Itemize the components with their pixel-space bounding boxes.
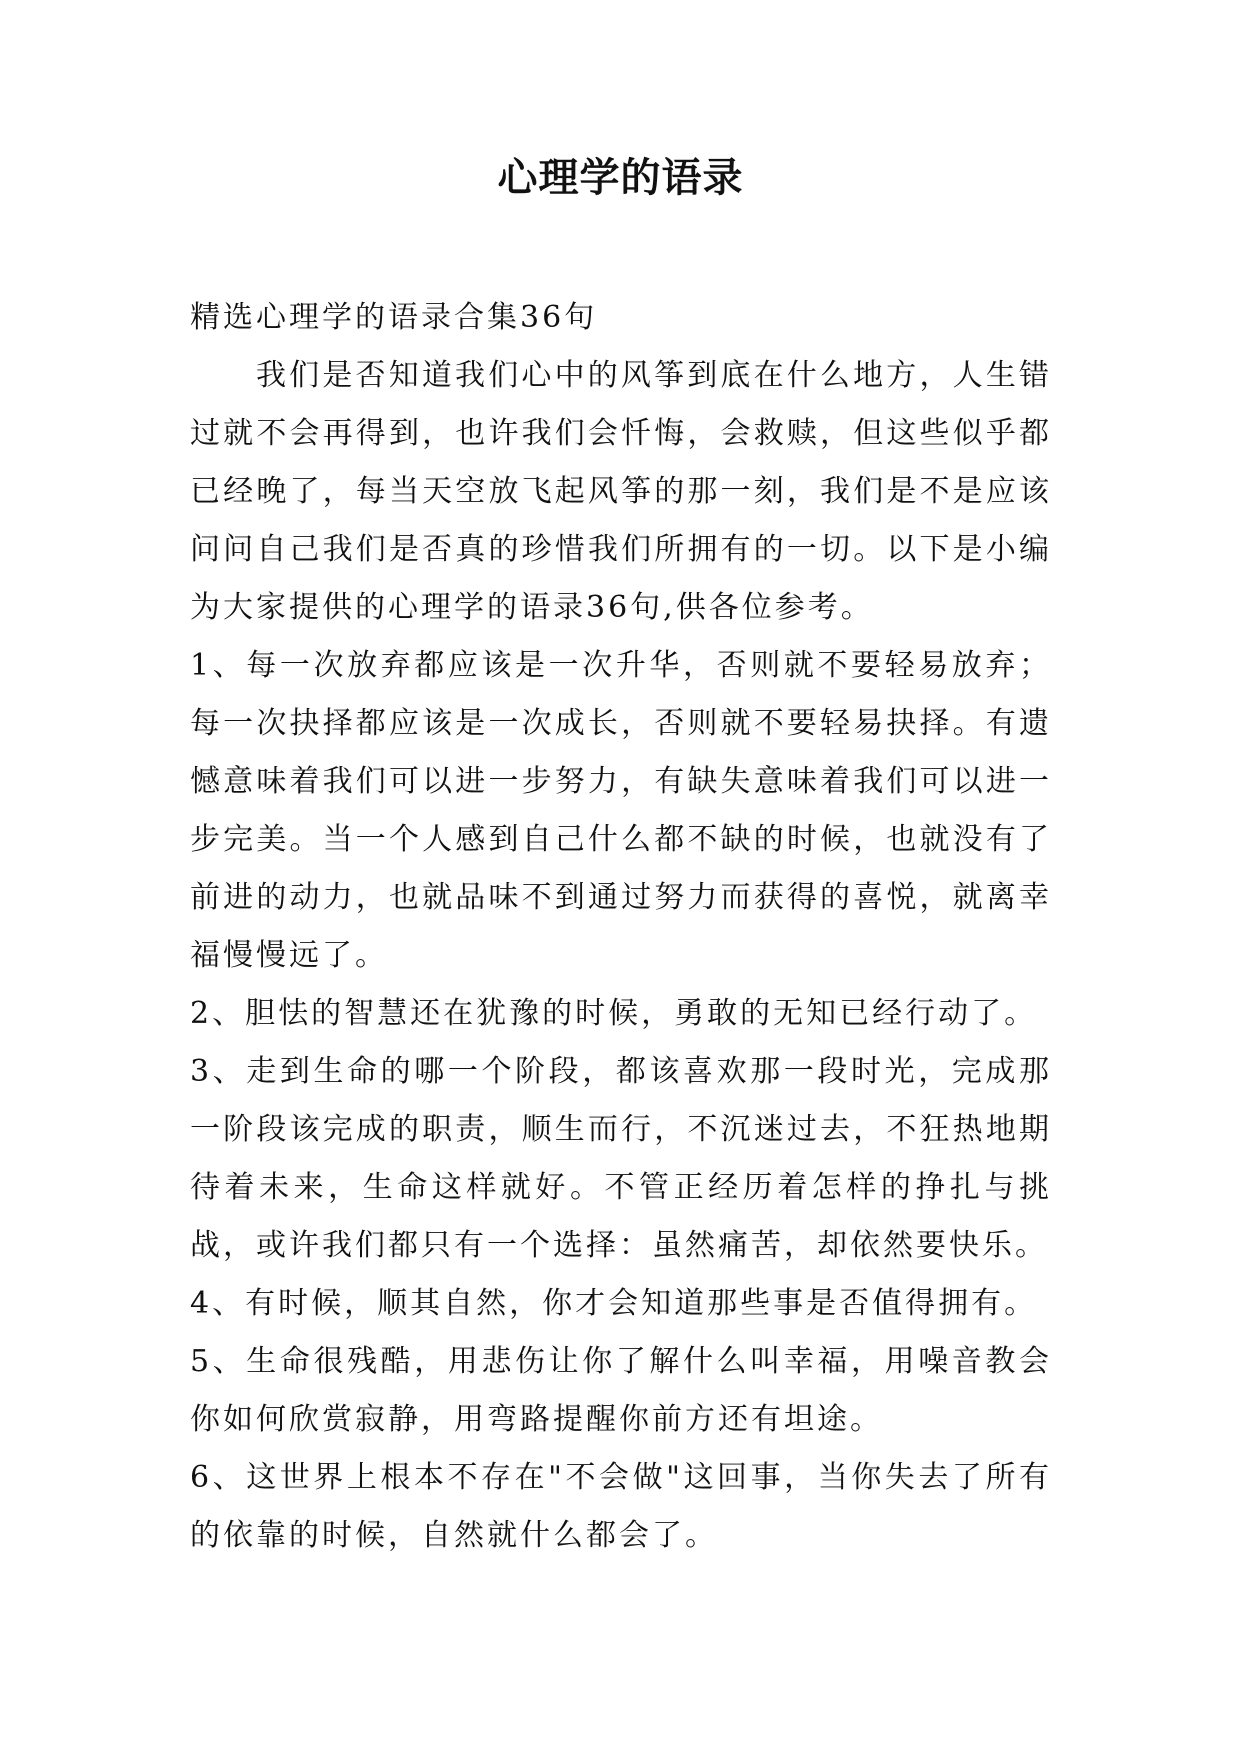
quote-item: 5、生命很残酷，用悲伤让你了解什么叫幸福，用噪音教会你如何欣赏寂静，用弯路提醒你前方还有坦途。 [190, 1344, 1052, 1437]
document-body [190, 289, 1052, 1565]
quote-item: 1、每一次放弃都应该是一次升华，否则就不要轻易放弃；每一次抉择都应该是一次成长，否则就不要轻易抉择。有遗憾意味着我们可以进一步努力，有缺失意味着我们可以进一步完美。当一个人感到自己什么都不缺的时候，也就没有了前进的动力，也就品味不到通过努力而获得的喜悦，就离幸福慢慢远了。 [190, 648, 1052, 973]
quote-item: 6、这世界上根本不存在"不会做"这回事，当你失去了所有的依靠的时候，自然就什么都会了。 [190, 1460, 1052, 1553]
quote-item: 2、胆怯的智慧还在犹豫的时候，勇敢的无知已经行动了。 [190, 996, 1038, 1031]
intro-paragraph: 我们是否知道我们心中的风筝到底在什么地方，人生错过就不会再得到，也许我们会忏悔，会救赎，但这些似乎都已经晚了，每当天空放飞起风筝的那一刻，我们是不是应该问问自己我们是否真的珍惜我们所拥有的一切。以下是小编为大家提供的心理学的语录36句,供各位参考。 [190, 358, 1052, 625]
quote-item: 3、走到生命的哪一个阶段，都该喜欢那一段时光，完成那一阶段该完成的职责，顺生而行，不沉迷过去，不狂热地期待着未来，生命这样就好。不管正经历着怎样的挣扎与挑战，或许我们都只有一个选择：虽然痛苦，却依然要快乐。 [190, 1054, 1052, 1263]
quote-item: 4、有时候，顺其自然，你才会知道那些事是否值得拥有。 [190, 1286, 1038, 1321]
document-title: 心理学的语录 [497, 155, 744, 201]
document-subtitle: 精选心理学的语录合集36句 [190, 300, 598, 335]
